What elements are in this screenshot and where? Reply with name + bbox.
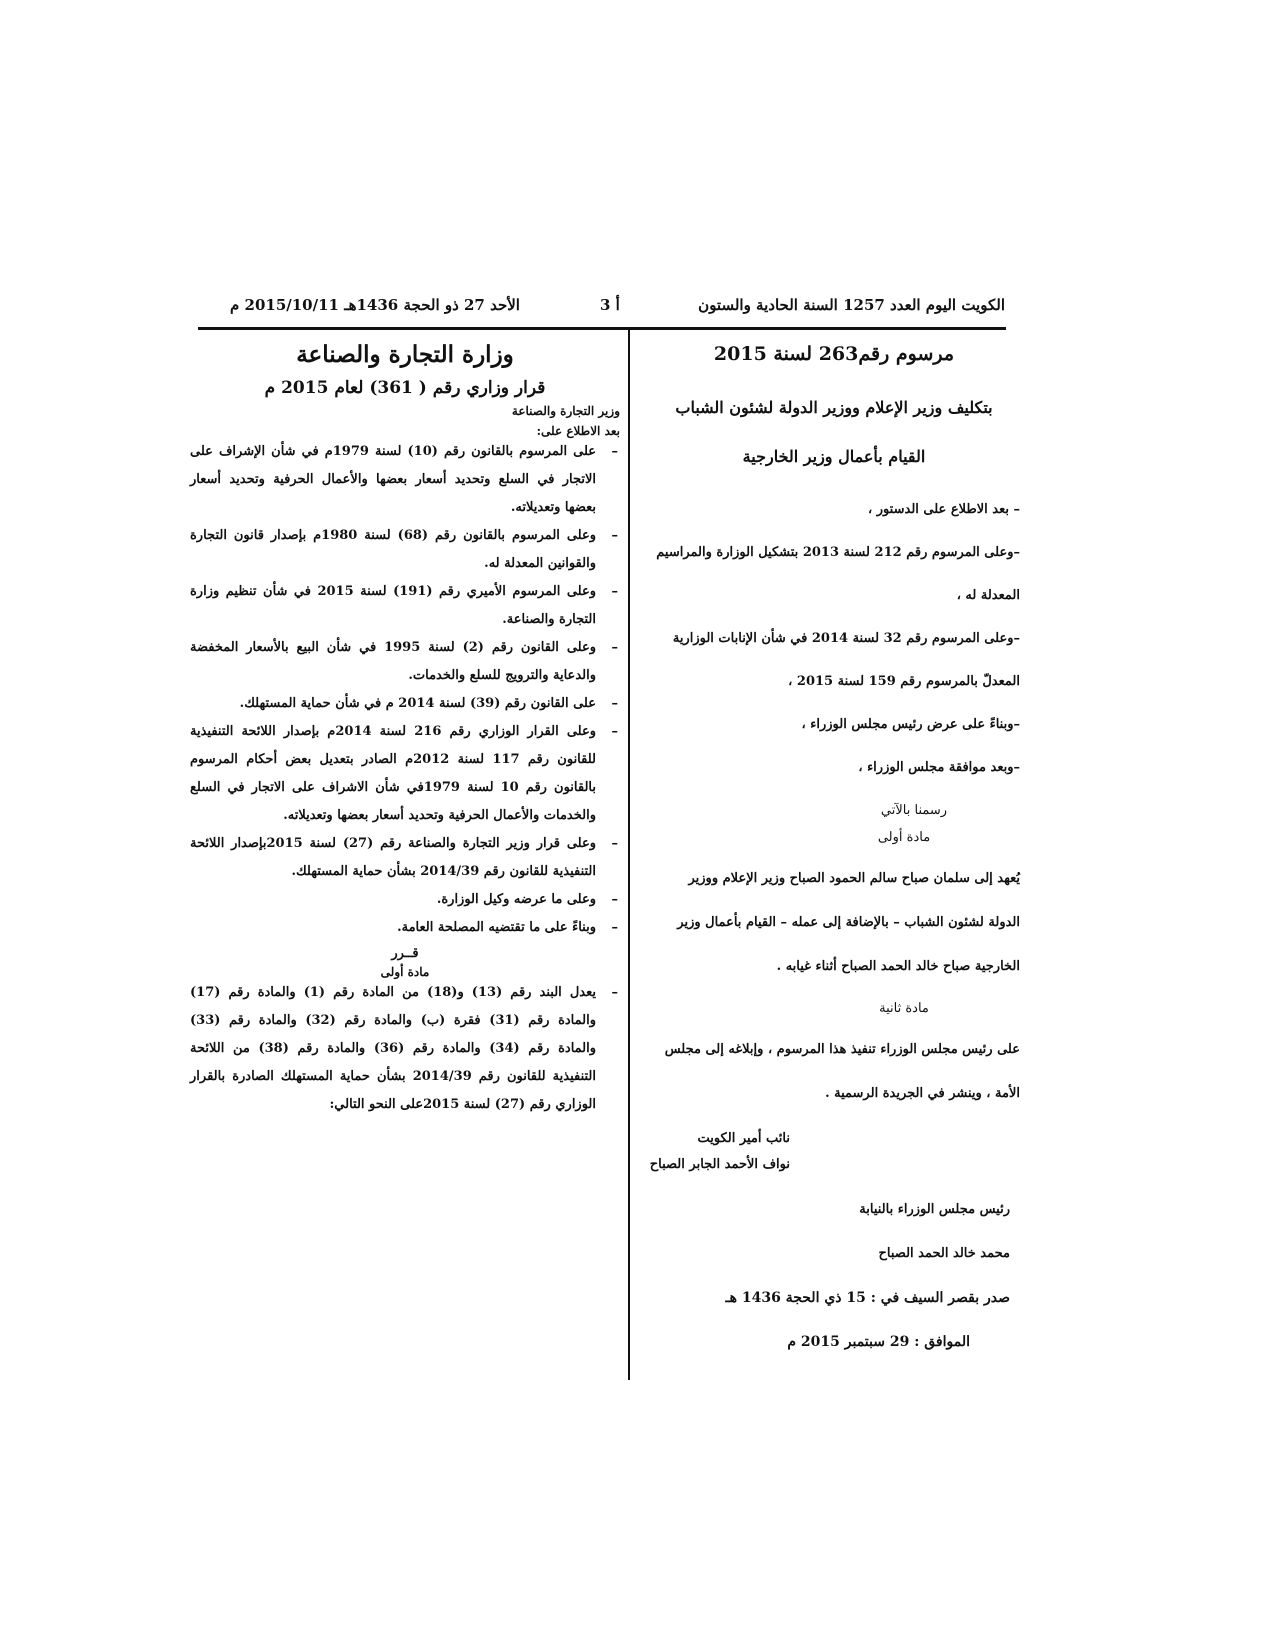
minister-title: وزير التجارة والصناعة — [511, 404, 620, 418]
preamble-line: المعدلة له ، — [956, 588, 1020, 603]
reference-item: – وعلى المرسوم الأميري رقم (191) لسنة 2015 في شأن تنظيم وزارة التجارة والصناعة. — [190, 578, 620, 634]
article-list — [190, 979, 620, 1119]
reference-item: – وبناءً على ما تقتضيه المصلحة العامة. — [190, 914, 620, 942]
preamble-line: – بعد الاطلاع على الدستور ، — [867, 502, 1020, 517]
reference-item: – وعلى القانون رقم (2) لسنة 1995 في شأن البيع بالأسعار المخفضة والدعاية والترويج للسلع والخدمات. — [190, 634, 620, 690]
reference-item: – وعلى ما عرضه وكيل الوزارة. — [190, 886, 620, 914]
resolution-column — [190, 340, 620, 1119]
page-number: أ 3 — [600, 296, 620, 314]
article-line: الخارجية صباح خالد الحمد الصباح أثناء غيابه . — [776, 959, 1020, 974]
article-heading: مادة أولى — [877, 830, 931, 845]
resolution-title: قرار وزاري رقم ( 361) لعام 2015 م — [264, 378, 546, 398]
reference-item: – وعلى المرسوم بالقانون رقم (68) لسنة 1980م بإصدار قانون التجارة والقوانين المعدلة له. — [190, 522, 620, 578]
decree-subtitle: القيام بأعمال وزير الخارجية — [742, 447, 926, 466]
preamble-line: –وعلى المرسوم رقم 212 لسنة 2013 بتشكيل الوزارة والمراسيم — [656, 545, 1020, 560]
reference-item: – وعلى القرار الوزاري رقم 216 لسنة 2014م بإصدار اللائحة التنفيذية للقانون رقم 117 لسنة 2012م الصادر بتعديل بعض أحكام المرسوم بالقانون رقم 10 لسنة 1979في شأن الاشراف على الاتجار في السلع والخدمات والأعمال الحرفية وتحديد أسعار بعضها وتعديلاته. — [190, 718, 620, 830]
corresponding-date: الموافق : 29 سبتمبر 2015 م — [787, 1334, 970, 1350]
reference-item: – على القانون رقم (39) لسنة 2014 م في شأن حماية المستهلك. — [190, 690, 620, 718]
issue-date: الأحد 27 ذو الحجة 1436هـ 2015/10/11 م — [230, 296, 520, 314]
page-header — [200, 296, 1005, 322]
preamble-line: –وبعد موافقة مجلس الوزراء ، — [858, 760, 1020, 775]
preamble-line: –وعلى المرسوم رقم 32 لسنة 2014 في شأن الإنابات الوزارية — [672, 631, 1020, 646]
article-line: الدولة لشئون الشباب – بالإضافة إلى عمله – القيام بأعمال وزير — [677, 915, 1020, 930]
decree-preamble — [648, 488, 1020, 789]
reference-item: – وعلى قرار وزير التجارة والصناعة رقم (27) لسنة 2015بإصدار اللائحة التنفيذية للقانون رقم 2014/39 بشأن حماية المستهلك. — [190, 830, 620, 886]
decree-column — [648, 340, 1020, 1364]
decided-heading: قــرر — [391, 946, 419, 961]
preamble-line: –وبناءً على عرض رئيس مجلس الوزراء ، — [801, 717, 1020, 732]
after-review: بعد الاطلاع على: — [536, 424, 620, 438]
issue-place-date: صدر بقصر السيف في : 15 ذي الحجة 1436 هـ — [725, 1290, 1010, 1306]
article-line: على رئيس مجلس الوزراء تنفيذ هذا المرسوم ، وإبلاغه إلى مجلس — [664, 1042, 1020, 1057]
gazette-issue-info: الكويت اليوم العدد 1257 السنة الحادية والستون — [698, 296, 1005, 314]
pm-name: محمد خالد الحمد الصباح — [878, 1246, 1010, 1261]
pm-signature — [648, 1188, 1020, 1364]
deputy-title: نائب أمير الكويت — [697, 1131, 790, 1146]
article-heading: مادة أولى — [380, 965, 430, 979]
column-divider — [628, 330, 630, 1380]
deputy-signature — [648, 1126, 1020, 1178]
pm-title: رئيس مجلس الوزراء بالنيابة — [859, 1202, 1010, 1217]
article-line: يُعهد إلى سلمان صباح سالم الحمود الصباح وزير الإعلام ووزير — [688, 871, 1020, 886]
ministry-name: وزارة التجارة والصناعة — [296, 341, 514, 368]
decree-subtitle: بتكليف وزير الإعلام ووزير الدولة لشئون الشباب — [675, 398, 993, 417]
references-list — [190, 438, 620, 942]
decreed-heading: رسمنا بالآتي — [880, 803, 948, 818]
deputy-name: نواف الأحمد الجابر الصباح — [649, 1157, 790, 1172]
decree-title: مرسوم رقم263 لسنة 2015 — [713, 343, 955, 365]
header-rule — [198, 327, 1006, 330]
reference-item: – على المرسوم بالقانون رقم (10) لسنة 1979م في شأن الإشراف على الاتجار في السلع وتحديد أسعار بعضها والأعمال الحرفية وتحديد أسعار بعضها وتعديلاته. — [190, 438, 620, 522]
article-text: – يعدل البند رقم (13) و(18) من المادة رقم (1) والمادة رقم (17) والمادة رقم (31) فقرة (ب) والمادة رقم (32) والمادة رقم (33) والمادة رقم (34) والمادة رقم (36) والمادة رقم (38) من اللائحة التنفيذية للقانون رقم 2014/39 بشأن حماية المستهلك الصادرة بالقرار الوزاري رقم (27) لسنة 2015على النحو التالي: — [190, 979, 620, 1119]
preamble-line: المعدلّ بالمرسوم رقم 159 لسنة 2015 ، — [788, 674, 1020, 689]
article-line: الأمة ، وينشر في الجريدة الرسمية . — [825, 1086, 1020, 1101]
article-heading: مادة ثانية — [879, 1001, 929, 1016]
